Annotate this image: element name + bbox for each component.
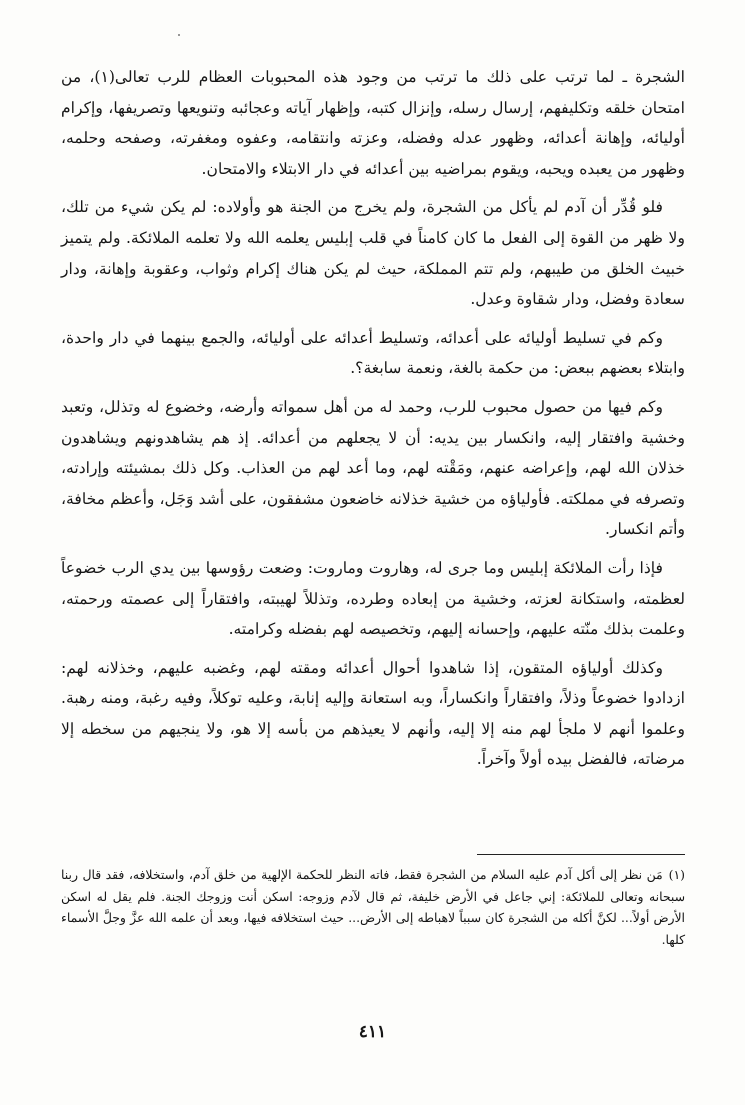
paragraph-4: وكم فيها من حصول محبوب للرب، وحمد له من أهل سمواته وأرضه، وخضوع له وتذلل، وتعبد وخشية وافتقار إليه، وانكسار بين يديه: أن لا يجعلهم من أعدائه. إذ هم يشاهدونهم ويشاهدون خذلان الله لهم، وإعراضه عنهم، ومَقْته لهم، وما أعد لهم من العذاب. وكل ذلك بمشيئته وإرادته، وتصرفه في مملكته. فأولياؤه من خشية خذلانه خاضعون مشفقون، على أشد وَجَل، وأعظم مخافة، وأتم انكسار.: [61, 397, 685, 539]
paragraph-1: الشجرة ـ لما ترتب على ذلك ما ترتب من وجود هذه المحبوبات العظام للرب تعالى(١)، من امتحان خلقه وتكليفهم، إرسال رسله، وإنزال كتبه، وإظهار آياته وعجائبه وتنويعها وتصريفها، وإكرام أوليائه، وإهانة أعدائه، وظهور عدله وفضله، وعزته وانتقامه، وعفوه ومغفرته، وصفحه وحلمه، وظهور من يعبده ويحبه، ويقوم بمراضيه بين أعدائه في دار الابتلاء والامتحان.: [61, 68, 686, 178]
ink-speck: [178, 34, 180, 36]
paragraph-3: وكم في تسليط أوليائه على أعدائه، وتسليط أعدائه على أوليائه، والجمع بينهما في دار واحدة، وابتلاء بعضهم ببعض: من حكمة بالغة، ونعمة سابغة؟.: [61, 328, 685, 378]
footnote-marker: (١): [668, 867, 685, 882]
main-text: [61, 62, 685, 783]
footnote: [61, 864, 685, 950]
paragraph-6: وكذلك أولياؤه المتقون، إذا شاهدوا أحوال أعدائه ومقته لهم، وغضبه عليهم، وخذلانه لهم: ازدادوا خضوعاً وذلاً، وافتقاراً وانكساراً، وبه استعانة وإليه إنابة، وعليه توكلاً، وفيه رغبة، ومنه رهبة. وعلموا أنهم لا ملجأ لهم منه إلا إليه، وأنهم لا يعيذهم من بأسه إلا هو، ولا ينجيهم من سخطه إلا مرضاته، فالفضل بيده أولاً وآخراً.: [61, 658, 685, 769]
paragraph-5: فإذا رأت الملائكة إبليس وما جرى له، وهاروت وماروت: وضعت رؤوسها بين يدي الرب خضوعاً لعظمته، واستكانة لعزته، وخشية من إبعاده وطرده، وتذللاً لهيبته، وافتقاراً إلى عصمته ورحمته، وعلمت بذلك منّته عليهم، وإحسانه إليهم، وتخصيصه لهم بفضله وكرامته.: [61, 558, 685, 639]
footnote-divider: [477, 854, 685, 855]
footnote-text: مَن نظر إلى أكل آدم عليه السلام من الشجرة فقط، فاته النظر للحكمة الإلهية من خلق آدم، واستخلافه، فقد قال ربنا سبحانه وتعالى للملائكة: إني جاعل في الأرض خليفة، ثم قال لآدم وزوجه: اسكن أنت وزوجك الجنة. فلم يقل له اسكن الأرض أولاً... لكنَّ أكله من الشجرة كان سبباً لاهباطه إلى الأرض... حيث استخلافه فيها، وبعد أن علمه الله عزَّ وجلَّ الأسماء كلها.: [61, 867, 685, 947]
paragraph-2: فلو قُدِّر أن آدم لم يأكل من الشجرة، ولم يخرج من الجنة هو وأولاده: لم يكن شيء من تلك، ولا ظهر من القوة إلى الفعل ما كان كامناً في قلب إبليس يعلمه الله ولا تعلمه الملائكة. ولم يتميز خبيث الخلق من طيبهم، ولم تتم المملكة، حيث لم يكن هناك إكرام وثواب، وعقوبة وإهانة، ودار سعادة وفضل، ودار شقاوة وعدل.: [61, 198, 685, 309]
page-number: ٤١١: [358, 1022, 387, 1042]
